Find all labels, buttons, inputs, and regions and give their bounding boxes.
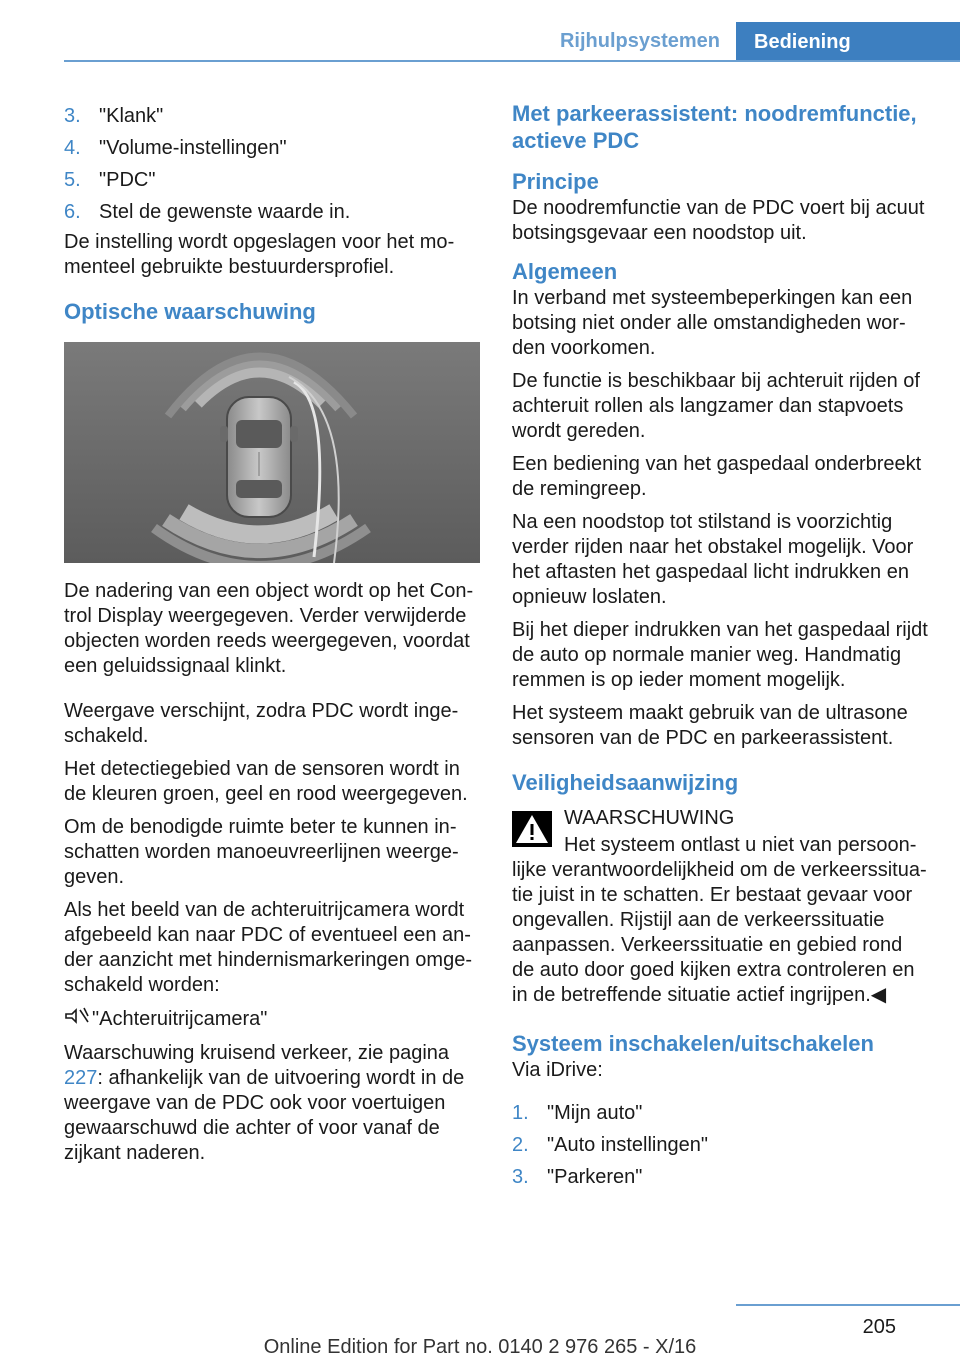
paragraph: De noodremfunctie van de PDC voert bij acuut botsingsgevaar een noodstop uit.: [512, 197, 925, 244]
paragraph: Bij het dieper indrukken van het gaspedaal rijdt de auto op normale manier weg. Handmatig remmen is op ieder moment mogelijk.: [512, 619, 928, 691]
left-column: [64, 100, 480, 1174]
step-text: "PDC": [99, 169, 156, 191]
paragraph: Een bediening van het gaspedaal onderbreekt de remingreep.: [512, 453, 922, 500]
heading-algemeen: Algemeen: [512, 259, 618, 284]
paragraph: Na een noodstop tot stilstand is voorzichtig verder rijden naar het obstakel mogelijk. Voor het aftasten het gaspedaal licht indrukken en opnieuw loslaten.: [512, 511, 914, 608]
step-list: [512, 1097, 930, 1193]
step-text: "Mijn auto": [547, 1102, 643, 1124]
camera-option: [64, 1006, 480, 1033]
paragraph: De functie is beschikbaar bij achteruit rijden of achteruit rollen als langzamer dan stapvoets wordt gereden.: [512, 370, 920, 442]
list-item: [512, 1097, 930, 1129]
step-text: "Parkeren": [547, 1166, 643, 1188]
rear-camera-icon: [64, 1006, 92, 1033]
step-number: 5.: [64, 169, 81, 191]
step-number: 2.: [512, 1134, 529, 1156]
paragraph-cross-traffic: [64, 1041, 480, 1166]
warning-title: WAARSCHUWING: [564, 807, 735, 829]
heading-principe: Principe: [512, 169, 599, 194]
text: Waarschuwing kruisend verkeer, zie pagina: [64, 1042, 450, 1064]
list-item: [64, 164, 480, 196]
paragraph: Het detectiegebied van de sensoren wordt in de kleuren groen, geel en rood weergegeven.: [64, 758, 468, 805]
edition-note: Online Edition for Part no. 0140 2 976 265 - X/16: [263, 1336, 697, 1358]
paragraph: Als het beeld van de achteruitrijcamera wordt afgebeeld kan naar PDC of eventueel een ander aanzicht met hindernismarkeringen omgeschakeld worden:: [64, 899, 472, 996]
step-number: 3.: [64, 105, 81, 127]
section-title: Met parkeerassistent: noodremfunctie, actieve PDC: [512, 101, 917, 153]
header-rule: [64, 60, 960, 62]
paragraph: In verband met systeembeperkingen kan een botsing niet onder alle omstandigheden worden voorkomen.: [512, 287, 913, 359]
paragraph: De instelling wordt opgeslagen voor het momenteel gebruikte bestuurdersprofiel.: [64, 231, 455, 278]
paragraph: Weergave verschijnt, zodra PDC wordt ingeschakeld.: [64, 700, 459, 747]
paragraph: Het systeem maakt gebruik van de ultrasone sensoren van de PDC en parkeerassistent.: [512, 702, 908, 749]
step-text: Stel de gewenste waarde in.: [99, 201, 351, 223]
list-item: [64, 196, 480, 228]
step-number: 3.: [512, 1166, 529, 1188]
step-text: "Auto instellingen": [547, 1134, 708, 1156]
paragraph: Om de benodigde ruimte beter te kunnen inschatten worden manoeuvreerlijnen weergegeven.: [64, 816, 459, 888]
footer-rule: [736, 1304, 960, 1306]
warning-block: [512, 803, 930, 1008]
step-text: "Klank": [99, 105, 164, 127]
step-text: "Volume-instellingen": [99, 137, 287, 159]
pdc-display-image: [64, 342, 480, 563]
step-number: 6.: [64, 201, 81, 223]
page-link[interactable]: 227: [64, 1067, 98, 1089]
text: : afhankelijk van de uitvoering wordt in de weergave van de PDC ook voor voertuigen gewaarschuwd die achter of voor vanaf de zijkant naderen.: [64, 1067, 465, 1164]
header-chapter-tab[interactable]: Bediening: [736, 22, 960, 62]
paragraph: Via iDrive:: [512, 1059, 603, 1081]
step-number: 1.: [512, 1102, 529, 1124]
list-item: [512, 1129, 930, 1161]
paragraph: De nadering van een object wordt op het Control Display weergegeven. Verder verwijderde objecten worden reeds weergegeven, voordat een geluidssignaal klinkt.: [64, 580, 474, 677]
heading-safety: Veiligheidsaanwijzing: [512, 770, 739, 795]
warning-triangle-icon: [512, 811, 552, 847]
warning-text: Het systeem ontlast u niet van persoonlijke verantwoordelijkheid om de verkeerssituatie juist in te schatten. Er bestaat gevaar voor ongevallen. Rijstijl aan de verkeerssituatie aanpassen. Verkeerssituatie en gebied rond de auto door goed kijken extra controleren en in de betreffende situatie actief ingrijpen.◀: [512, 834, 927, 1006]
step-list: [64, 100, 480, 228]
heading-optical-warning: Optische waarschuwing: [64, 299, 316, 324]
list-item: [512, 1161, 930, 1193]
list-item: [64, 100, 480, 132]
header-section-title: Rijhulpsystemen: [559, 30, 720, 52]
right-column: [512, 100, 930, 1193]
step-number: 4.: [64, 137, 81, 159]
heading-system-toggle: Systeem inschakelen/uitschakelen: [512, 1031, 874, 1056]
camera-label: "Achteruitrijcamera": [92, 1007, 268, 1030]
page-number: 205: [862, 1316, 896, 1338]
list-item: [64, 132, 480, 164]
